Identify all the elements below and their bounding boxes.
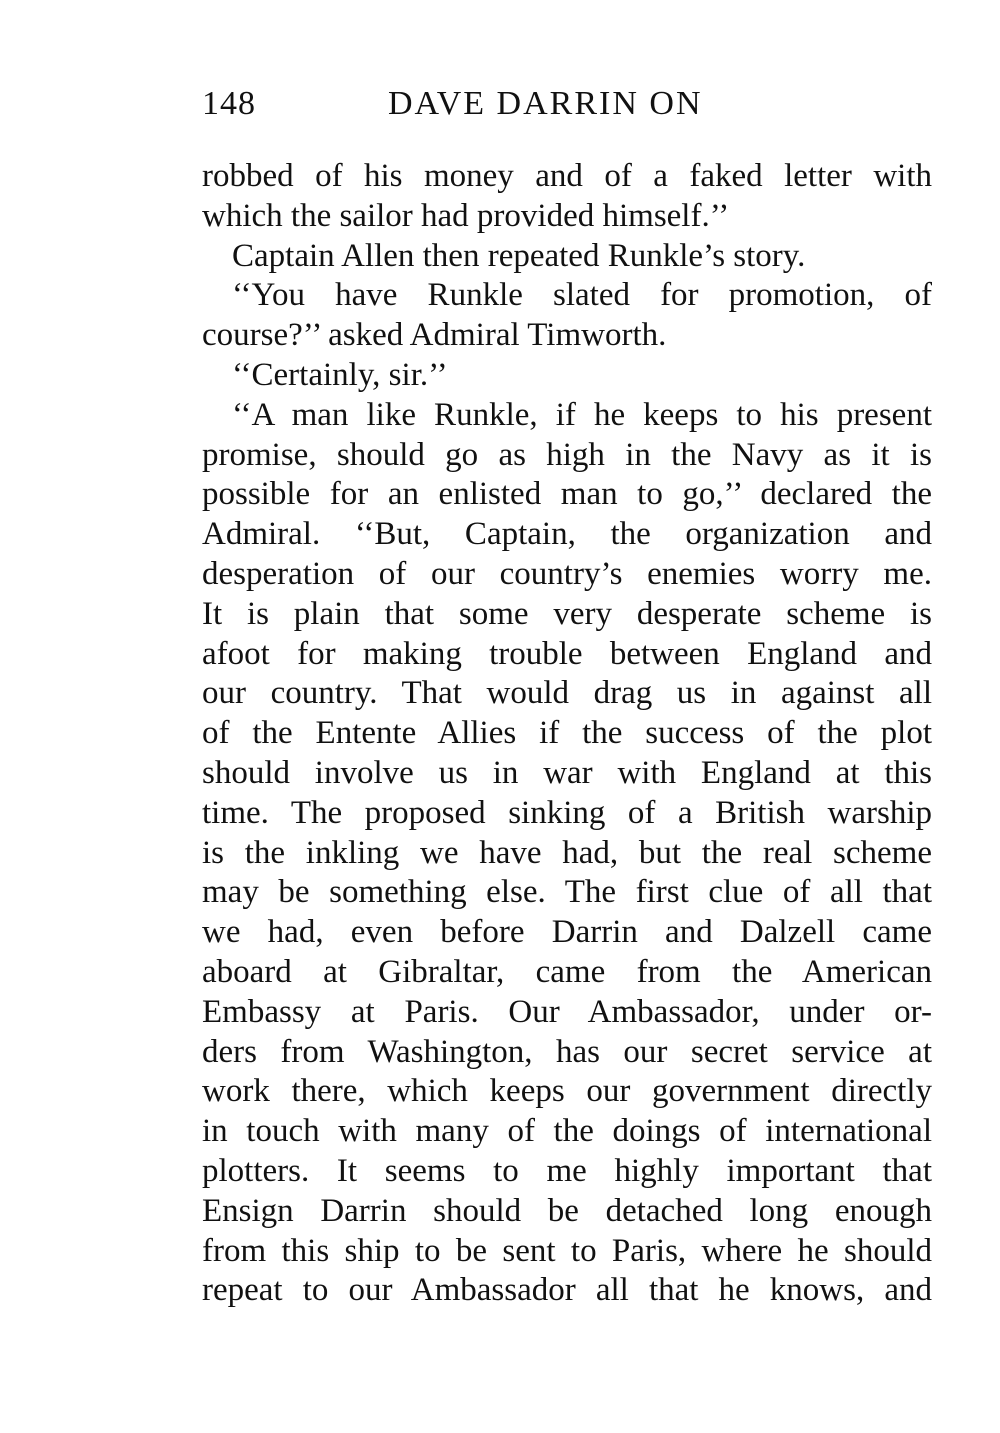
text-line: promise, should go as high in the Navy as it is (202, 436, 932, 473)
text-line: in touch with many of the doings of international (202, 1113, 932, 1150)
page-number: 148 (202, 85, 256, 122)
text-line: course?’’ asked Admiral Timworth. (202, 317, 667, 354)
text-line: of the Entente Allies if the success of the plot (202, 715, 932, 752)
text-line: afoot for making trouble between England and (202, 635, 932, 672)
text-line: plotters. It seems to me highly important that (202, 1152, 932, 1189)
text-line: Ensign Darrin should be detached long enough (202, 1192, 932, 1229)
text-line: repeat to our Ambassador all that he knows, and (202, 1272, 932, 1309)
text-line: Embassy at Paris. Our Ambassador, under or- (202, 993, 932, 1030)
page-header (202, 74, 932, 134)
text-line: may be something else. The first clue of all that (202, 874, 932, 911)
running-head: DAVE DARRIN ON (388, 85, 703, 122)
text-line: It is plain that some very desperate scheme is (202, 595, 932, 632)
text-line: we had, even before Darrin and Dalzell came (202, 914, 932, 951)
text-line: is the inkling we have had, but the real scheme (202, 834, 932, 871)
text-line: possible for an enlisted man to go,’’ declared the (202, 476, 932, 513)
text-line: aboard at Gibraltar, came from the American (202, 953, 932, 990)
text-line: our country. That would drag us in against all (202, 675, 932, 712)
text-line: desperation of our country’s enemies worry me. (202, 555, 932, 592)
text-line: should involve us in war with England at this (202, 754, 932, 791)
text-line: ders from Washington, has our secret service at (202, 1033, 932, 1070)
text-line: Admiral. ‘‘But, Captain, the organization and (202, 516, 932, 553)
text-line: robbed of his money and of a faked letter with (202, 158, 932, 194)
text-line: work there, which keeps our government directly (202, 1073, 932, 1110)
text-line: from this ship to be sent to Paris, where he should (202, 1232, 932, 1269)
text-line: ‘‘A man like Runkle, if he keeps to his present (232, 396, 932, 433)
text-line: Captain Allen then repeated Runkle’s story. (232, 237, 806, 274)
body-text (202, 157, 932, 1311)
text-line: ‘‘You have Runkle slated for promotion, of (232, 277, 932, 314)
text-line: time. The proposed sinking of a British warship (202, 794, 932, 831)
text-line: ‘‘Certainly, sir.’’ (232, 356, 448, 393)
text-line: which the sailor had provided himself.’’ (202, 197, 730, 234)
